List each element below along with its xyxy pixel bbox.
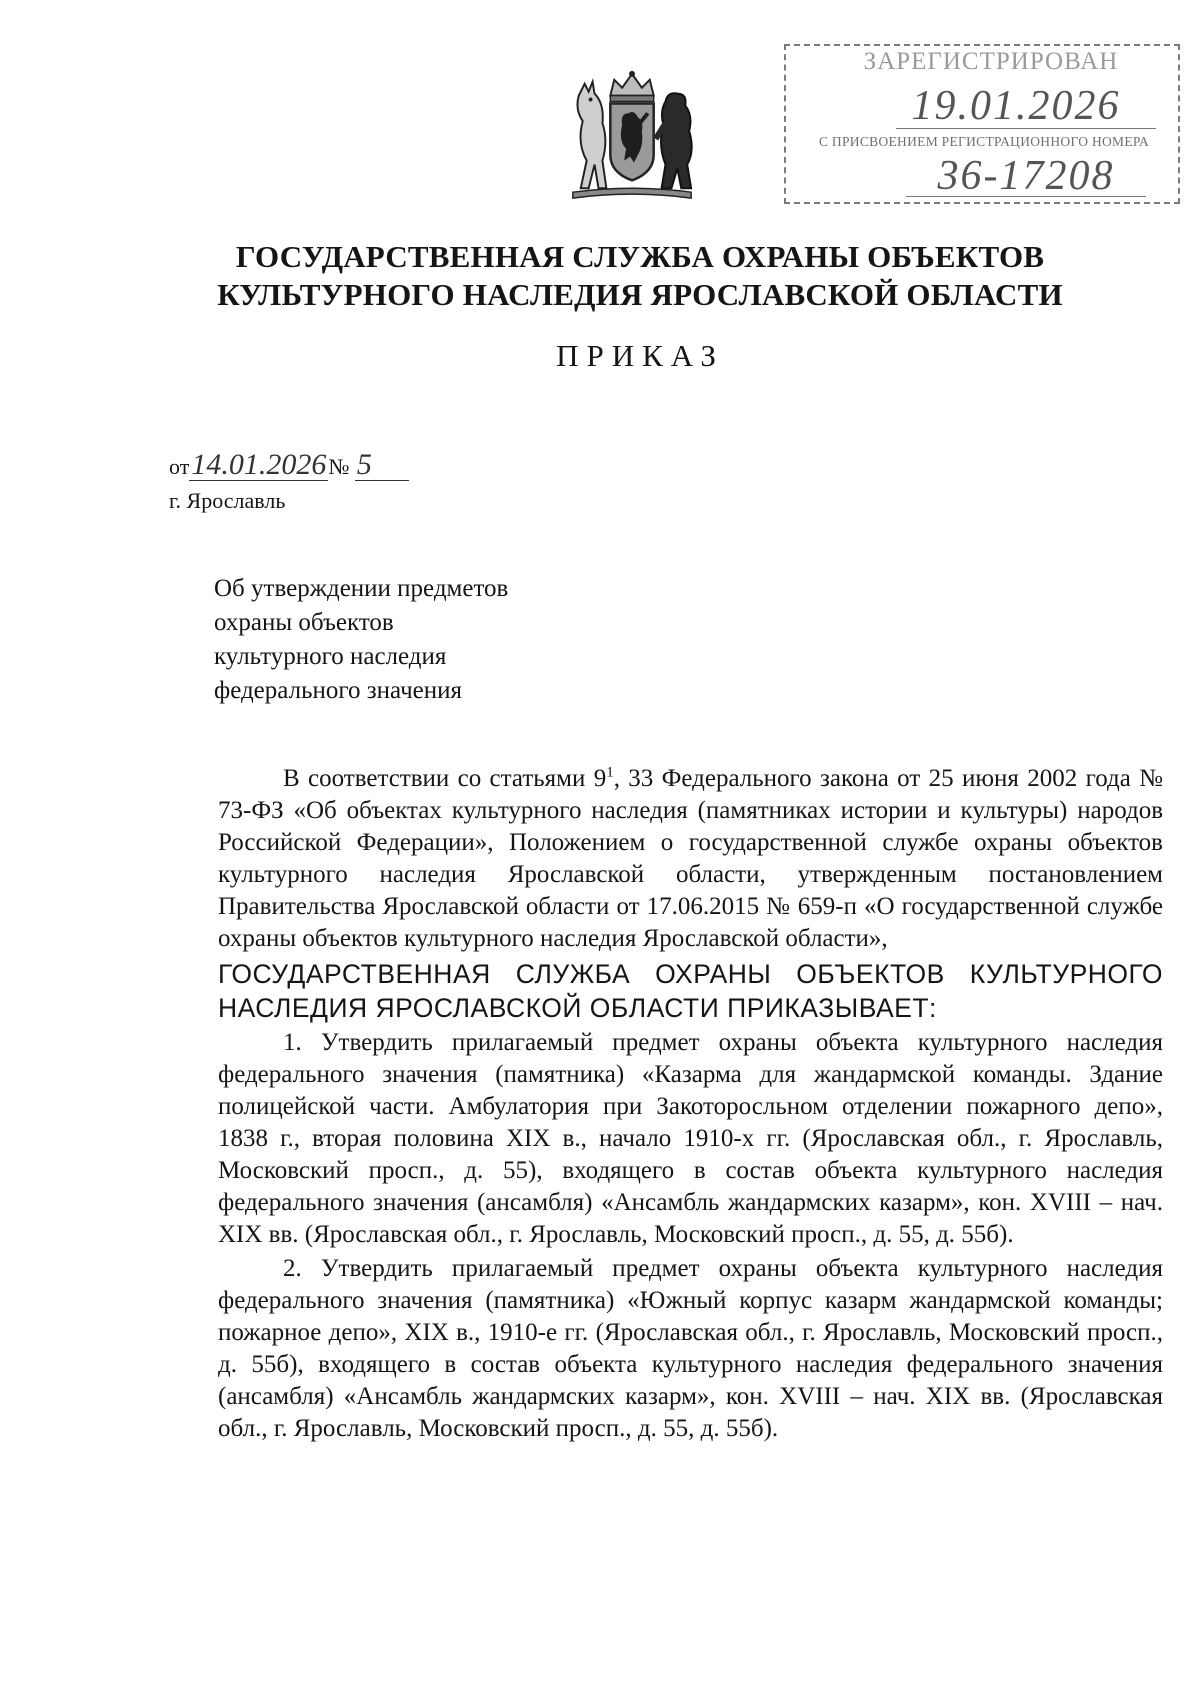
stamp-number-underline	[906, 196, 1146, 197]
subject-line: культурного наследия	[214, 643, 447, 670]
order-item-1: 1. Утвердить прилагаемый предмет охраны объекта культурного наследия федерального значения (памятника) «Казарма для жандармской команды. Здание полицейской части. Амбулатория при Закоторосльном отделении пожарного депо», 1838 г., вторая половина XIX в., начало 1910-х гг. (Ярославская обл., г. Ярославль, Московский просп., д. 55), входящего в состав объекта культурного наследия федерального значения (ансамбля) «Ансамбль жандармских казарм», кон. XVIII – нач. XIX вв. (Ярославская обл., г. Ярославль, Московский просп., д. 55, д. 55б).	[218, 1029, 1163, 1248]
order-subject	[214, 572, 508, 708]
preamble-paragraph	[218, 763, 1163, 955]
subject-line: Об утверждении предметов	[214, 575, 509, 602]
stamp-subtitle: С ПРИСВОЕНИЕМ РЕГИСТРАЦИОННОГО НОМЕРА	[818, 134, 1150, 149]
order-body	[218, 763, 1163, 1445]
organization-title-line-1: ГОСУДАРСТВЕННАЯ СЛУЖБА ОХРАНЫ ОБЪЕКТОВ	[235, 239, 1045, 274]
order-number: 5	[355, 450, 409, 481]
subject-line: охраны объектов	[214, 609, 394, 636]
organization-title-line-2: КУЛЬТУРНОГО НАСЛЕДИЯ ЯРОСЛАВСКОЙ ОБЛАСТИ	[217, 277, 1063, 312]
stamp-date-underline	[896, 128, 1156, 129]
preamble-superscript: 1	[606, 764, 614, 781]
yaroslavl-coat-of-arms-icon	[563, 66, 701, 204]
preamble-rest: , 33 Федерального закона от 25 июня 2002 года № 73-ФЗ «Об объектах культурного наследия (памятниках истории и культуры) народов Российской Федерации», Положением о государственной службе охраны объектов культурного наследия Ярославской области, утвержденным постановлением Правительства Ярославской области от 17.06.2015 № 659-п «О государственной службе охраны объектов культурного наследия Ярославской области»,	[218, 765, 1163, 952]
order-date: 14.01.2026	[191, 448, 327, 481]
organization-title	[100, 238, 1180, 314]
stamp-title: ЗАРЕГИСТРИРОВАН	[863, 48, 1119, 75]
stamp-date: 19.01.2026	[911, 83, 1121, 129]
number-sign: №	[328, 454, 350, 479]
subject-line: федерального значения	[214, 677, 463, 704]
order-item-2: 2. Утвердить прилагаемый предмет охраны объекта культурного наследия федерального значения (памятника) «Южный корпус казарм жандармской команды; пожарное депо», XIX в., 1910-е гг. (Ярославская обл., г. Ярославль, Московский просп., д. 55б), входящего в состав объекта культурного наследия федерального значения (ансамбля) «Ансамбль жандармских казарм», кон. XVIII – нач. XIX вв. (Ярославская обл., г. Ярославль, Московский просп., д. 55, д. 55б).	[218, 1255, 1163, 1442]
preamble-start: В соответствии со статьями 9	[283, 765, 607, 792]
city: г. Ярославль	[169, 488, 286, 513]
registration-stamp	[784, 44, 1180, 204]
date-prefix: от	[169, 454, 190, 479]
document-type: ПРИКАЗ	[556, 338, 724, 373]
order-phrase: ГОСУДАРСТВЕННАЯ СЛУЖБА ОХРАНЫ ОБЪЕКТОВ КУЛЬТУРНОГО НАСЛЕДИЯ ЯРОСЛАВСКОЙ ОБЛАСТИ ПРИКАЗЫВАЕТ:	[218, 959, 1163, 1023]
stamp-registration-number: 36-17208	[937, 153, 1115, 199]
order-date-number	[169, 450, 409, 481]
